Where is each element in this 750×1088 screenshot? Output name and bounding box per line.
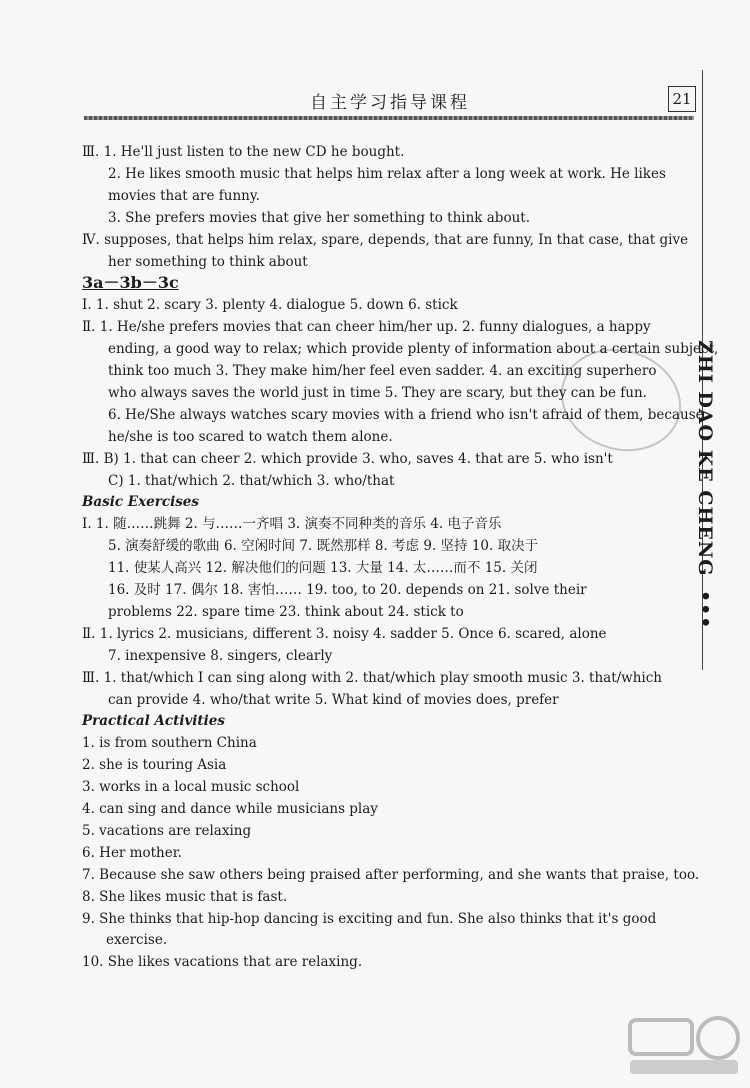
answer-line: 5. 演奏舒缓的歌曲 6. 空闲时间 7. 既然那样 8. 考虑 9. 坚持 10. 取决于 [108, 538, 539, 555]
answer-line: he/she is too scared to watch them alone. [108, 428, 393, 445]
answer-line: problems 22. spare time 23. think about 24. stick to [108, 603, 464, 620]
page-number: 21 [668, 86, 696, 112]
answer-line: Ⅱ. 1. lyrics 2. musicians, different 3. noisy 4. sadder 5. Once 6. scared, alone [82, 625, 607, 642]
answer-line: 8. She likes music that is fast. [82, 888, 288, 905]
answer-line: 6. He/She always watches scary movies with a friend who isn't afraid of them, because [108, 406, 704, 423]
answer-line: think too much 3. They make him/her feel even sadder. 4. an exciting superhero [108, 363, 657, 379]
answer-line: 2. He likes smooth music that helps him relax after a long week at work. He likes [108, 165, 666, 182]
answer-line: ending, a good way to relax; which provide plenty of information about a certain subject, [108, 341, 719, 358]
answer-line: 11. 使某人高兴 12. 解决他们的问题 13. 大量 14. 太……而不 15. 关闭 [108, 560, 538, 577]
answer-line: 2. she is touring Asia [82, 757, 227, 774]
answer-line: Ⅳ. supposes, that helps him relax, spare, depends, that are funny, In that case, that give [82, 231, 689, 248]
answer-line: 3a－3b－3c [82, 273, 179, 293]
side-banner-text: ZHI DAO KE CHENG [694, 340, 716, 577]
answer-line: 5. vacations are relaxing [82, 822, 252, 839]
answer-line: movies that are funny. [108, 187, 260, 204]
answer-line: 6. Her mother. [82, 844, 182, 861]
answer-line: Ⅰ. 1. 随……跳舞 2. 与……一齐唱 3. 演奏不同种类的音乐 4. 电子音乐 [82, 516, 502, 533]
answer-line: C) 1. that/which 2. that/which 3. who/that [108, 472, 395, 489]
answer-line: 7. inexpensive 8. singers, clearly [108, 647, 333, 664]
answer-line: 4. can sing and dance while musicians play [82, 801, 378, 817]
answer-line: 1. is from southern China [82, 735, 257, 752]
answer-line: 16. 及时 17. 偶尔 18. 害怕…… 19. too, to 20. depends on 21. solve their [108, 582, 587, 598]
header-rule [84, 116, 694, 120]
answer-line: Ⅲ. B) 1. that can cheer 2. which provide 3. who, saves 4. that are 5. who isn't [82, 450, 613, 467]
answer-line: 10. She likes vacations that are relaxing. [82, 954, 363, 971]
answer-line: 7. Because she saw others being praised after performing, and she wants that praise, too. [82, 866, 700, 883]
answer-line: Ⅰ. 1. shut 2. scary 3. plenty 4. dialogue 5. down 6. stick [82, 297, 458, 314]
side-banner-mark: ••• [694, 590, 716, 630]
side-banner [686, 340, 716, 630]
answer-line: her something to think about [108, 253, 308, 270]
answer-line: Ⅲ. 1. that/which I can sing along with 2. that/which play smooth music 3. that/which [82, 669, 663, 686]
answer-line: Ⅱ. 1. He/she prefers movies that can cheer him/her up. 2. funny dialogues, a happy [82, 319, 651, 336]
answer-line: 9. She thinks that hip-hop dancing is exciting and fun. She also thinks that it's good [82, 910, 657, 927]
answer-line: exercise. [106, 932, 168, 949]
answer-line: can provide 4. who/that write 5. What kind of movies does, prefer [108, 691, 559, 708]
answer-line: Basic Exercises [82, 494, 199, 511]
answer-line: 3. works in a local music school [82, 779, 300, 796]
answer-line: 3. She prefers movies that give her something to think about. [108, 209, 530, 226]
answer-line: Ⅲ. 1. He'll just listen to the new CD he bought. [82, 144, 405, 160]
running-head: 自主学习指导课程 [310, 93, 470, 113]
answer-line: who always saves the world just in time 5. They are scary, but they can be fun. [108, 384, 647, 401]
answer-line: Practical Activities [82, 713, 225, 730]
watermark-icon [624, 1010, 744, 1080]
